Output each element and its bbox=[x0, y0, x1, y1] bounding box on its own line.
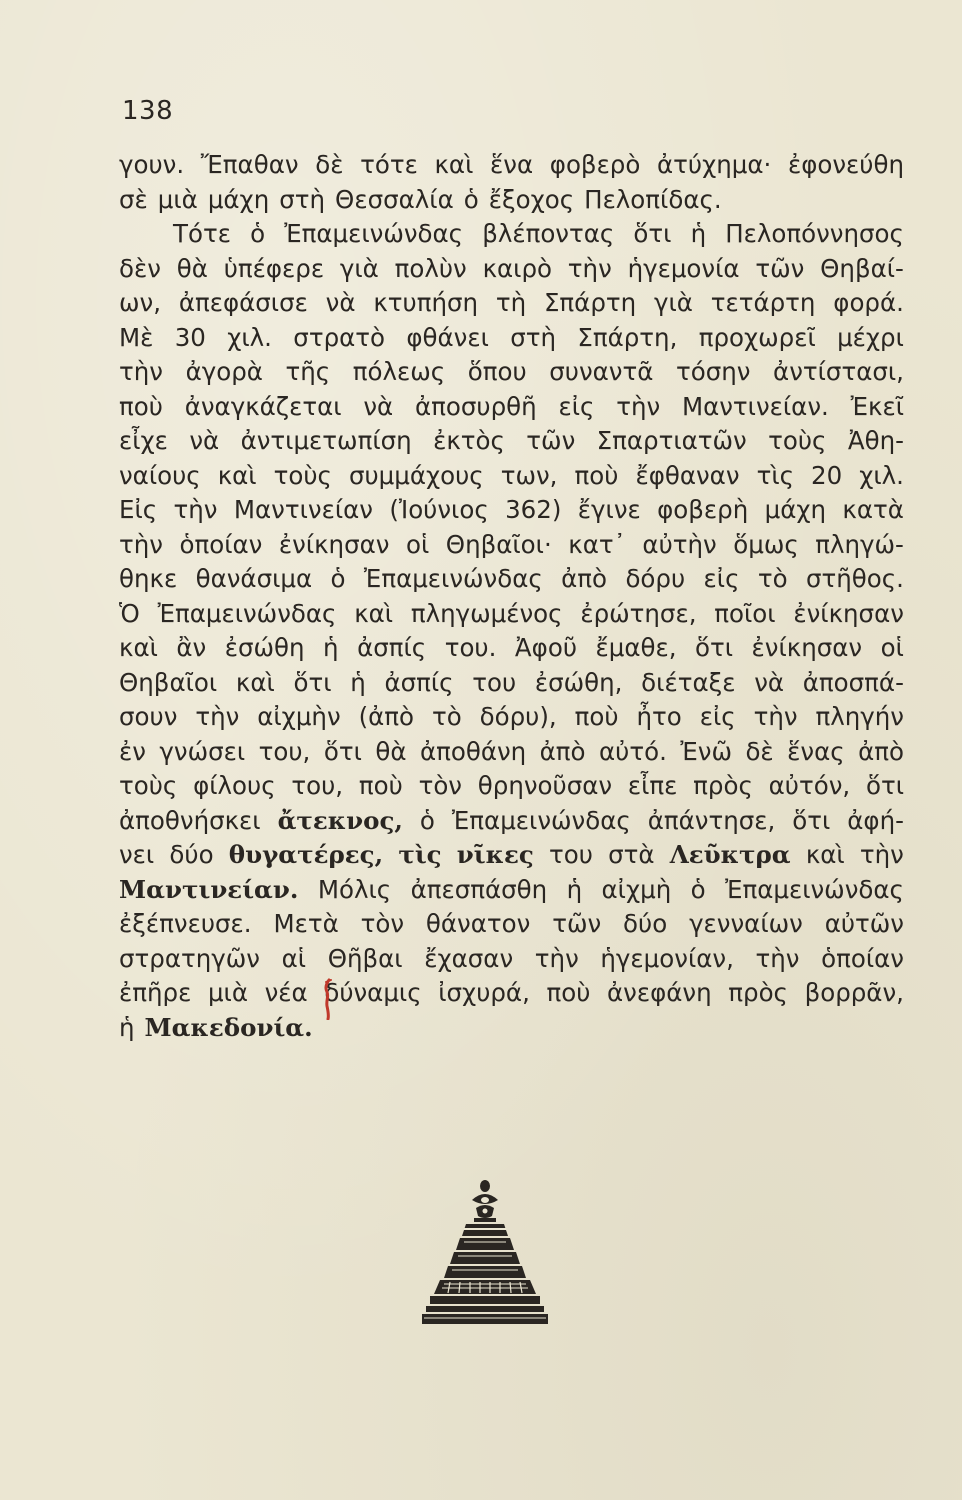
text-line bbox=[119, 944, 904, 979]
word: τὴν bbox=[755, 943, 800, 973]
text-line bbox=[119, 357, 904, 392]
word: στὴ bbox=[279, 184, 326, 214]
word: χιλ. bbox=[227, 322, 272, 352]
word: τοὺς bbox=[768, 426, 827, 455]
word: ἐπῆρε bbox=[119, 978, 192, 1007]
word: ἡ bbox=[350, 667, 366, 697]
word: ποὺ bbox=[574, 702, 619, 731]
word: τετάρτη bbox=[710, 288, 816, 317]
word: πληγωμένος bbox=[410, 598, 563, 628]
word: τὴν bbox=[753, 702, 798, 731]
word: φθάνει bbox=[406, 322, 489, 352]
word: των, bbox=[500, 460, 558, 490]
word: τὸ bbox=[757, 564, 788, 593]
word: δὲ bbox=[745, 736, 774, 766]
word: νὰ bbox=[325, 288, 356, 317]
word: ἡ bbox=[323, 633, 339, 662]
word: Ἐπαμεινώνδας bbox=[363, 564, 543, 593]
word: ποὺ bbox=[358, 771, 403, 800]
word: θηκε bbox=[119, 564, 178, 593]
word: ἔγινε bbox=[577, 495, 641, 524]
text-line bbox=[119, 254, 904, 289]
word: ἀγορὰ bbox=[185, 357, 263, 386]
word: συναντᾶ bbox=[549, 357, 654, 386]
word: ὅτι bbox=[792, 805, 831, 835]
word: στρατὸ bbox=[293, 322, 386, 352]
word: τῆς bbox=[285, 357, 331, 386]
word: ἀποθάνη bbox=[419, 736, 527, 766]
word: εἶχε bbox=[119, 426, 168, 455]
word: αὐτό. bbox=[599, 736, 667, 766]
word: Μόλις bbox=[317, 874, 392, 904]
word: Πελοπίδας. bbox=[584, 184, 722, 214]
word: Θηβαῖοι· bbox=[445, 529, 552, 559]
word: ἔχασαν bbox=[424, 943, 514, 973]
word: νὰ bbox=[189, 426, 220, 455]
word: νέα bbox=[264, 978, 308, 1007]
word: τὴν bbox=[859, 840, 904, 869]
word: μάχη bbox=[764, 495, 827, 524]
word: τῶν bbox=[552, 909, 602, 938]
word: θὰ bbox=[375, 736, 407, 766]
word: μέχρι bbox=[837, 322, 904, 352]
word: ὅπου bbox=[467, 357, 527, 386]
word: ἀφή- bbox=[847, 805, 904, 835]
word: μιὰ bbox=[157, 184, 198, 214]
word: ἂν bbox=[176, 633, 207, 662]
text-line bbox=[119, 599, 904, 634]
word: γιὰ bbox=[653, 288, 693, 317]
text-line bbox=[119, 668, 904, 703]
word: ὑπέφερε bbox=[223, 253, 325, 283]
word: ὅτι bbox=[633, 219, 672, 248]
word: (Ἰούνιος bbox=[389, 495, 489, 524]
word: τὸ bbox=[431, 702, 462, 731]
word: Ἐπαμεινώνδας bbox=[451, 805, 631, 835]
word: γνώσει bbox=[159, 736, 246, 766]
word: οἱ bbox=[405, 529, 430, 559]
word: Τότε bbox=[173, 219, 231, 248]
word: Θεσσαλία bbox=[335, 184, 454, 214]
word: τὶς bbox=[756, 460, 794, 490]
word: στὴ bbox=[510, 322, 557, 352]
word: του bbox=[472, 667, 517, 697]
text-line bbox=[119, 426, 904, 461]
word: νει bbox=[119, 840, 155, 869]
word: δὲν bbox=[119, 253, 161, 283]
word: τὴν bbox=[173, 495, 218, 524]
word: ἀσπίς bbox=[384, 667, 454, 697]
text-line bbox=[119, 219, 904, 254]
word: εἰς bbox=[558, 391, 595, 421]
word: Σπάρτη, bbox=[577, 322, 678, 352]
word: ἀνεφάνη bbox=[607, 978, 712, 1007]
word: αἱ bbox=[281, 943, 307, 973]
word: θανάσιμα bbox=[195, 564, 313, 593]
text-line bbox=[119, 1013, 904, 1048]
text-line bbox=[119, 185, 904, 220]
word: Θηβαῖοι bbox=[119, 667, 218, 697]
word: δύο bbox=[169, 840, 214, 869]
word: Σπαρτιατῶν bbox=[596, 426, 747, 455]
word: οἱ bbox=[880, 633, 904, 662]
word: κατ᾽ bbox=[568, 529, 626, 559]
word: ἡ bbox=[566, 874, 583, 904]
text-line bbox=[119, 495, 904, 530]
word: Μαντινείαν bbox=[233, 495, 373, 524]
word: γιὰ bbox=[339, 253, 379, 283]
word: σουν bbox=[119, 702, 178, 731]
word: ὁ bbox=[419, 805, 435, 835]
word: γενναίων bbox=[689, 909, 803, 938]
text-line bbox=[119, 323, 904, 358]
word: τόσην bbox=[675, 357, 751, 386]
word: ων, bbox=[119, 288, 161, 317]
text-line bbox=[119, 737, 904, 772]
word: ὁποίαν bbox=[179, 529, 263, 559]
word: συμμάχους bbox=[348, 460, 484, 490]
bold-word: Μαντινείαν. bbox=[119, 874, 299, 904]
word: Πελοπόννησος bbox=[725, 219, 904, 248]
word: θάνατον bbox=[425, 909, 531, 938]
word: τοὺς bbox=[273, 460, 332, 490]
word: στρατηγῶν bbox=[119, 943, 260, 973]
word: 362) bbox=[505, 495, 562, 524]
word: ἡ bbox=[690, 219, 707, 248]
word: ὅτι bbox=[293, 667, 332, 697]
text-line bbox=[119, 806, 904, 841]
word: τῶν bbox=[526, 426, 576, 455]
word: στῆθος. bbox=[806, 564, 904, 593]
word: ἀσπίς bbox=[357, 633, 427, 662]
word: καὶ bbox=[354, 598, 394, 628]
word: πρὸς bbox=[728, 978, 788, 1007]
word: ναίους bbox=[119, 460, 201, 490]
word: Μετὰ bbox=[273, 909, 339, 938]
word: δὲ bbox=[315, 150, 344, 179]
word: ἦτο bbox=[636, 702, 682, 731]
word: Θηβαί- bbox=[820, 253, 904, 283]
word: του, bbox=[258, 736, 311, 766]
text-line bbox=[119, 875, 904, 910]
word: τὴ bbox=[495, 288, 527, 317]
text-line bbox=[119, 771, 904, 806]
word: ἐσώθη, bbox=[534, 667, 623, 697]
word: ἀποθνήσκει bbox=[119, 805, 261, 835]
word: ἀντίστασι, bbox=[773, 357, 904, 386]
word: μιὰ bbox=[207, 978, 248, 1007]
word: κατὰ bbox=[842, 495, 904, 524]
word: ἰσχυρά, bbox=[438, 978, 530, 1007]
word: Σπάρτη bbox=[543, 288, 637, 317]
word: ἀντιμετωπίση bbox=[240, 426, 412, 455]
word: Ἐπαμεινώνδας bbox=[725, 874, 904, 904]
word: τὴν bbox=[616, 391, 661, 421]
word: ὁ bbox=[250, 219, 266, 248]
word: ἐκτὸς bbox=[433, 426, 505, 455]
word: καὶ bbox=[119, 633, 158, 662]
word: ποὺ bbox=[574, 460, 619, 490]
word: δόρυ), bbox=[479, 702, 557, 731]
word: ἀπὸ bbox=[858, 736, 904, 766]
word: πρὸς bbox=[693, 771, 753, 800]
word: αὐτόν, bbox=[768, 771, 851, 800]
word: του, bbox=[291, 771, 344, 800]
word: εἰς bbox=[703, 564, 740, 593]
word: τὸν bbox=[418, 771, 462, 800]
word: καὶ bbox=[805, 840, 845, 869]
word: ἀπάντησε, bbox=[647, 805, 776, 835]
word: ἐφονεύθη bbox=[787, 150, 904, 179]
word: ἀπὸ bbox=[561, 564, 608, 593]
word: ποὺ bbox=[546, 978, 591, 1007]
word: ἐνίκησαν bbox=[278, 529, 390, 559]
word: φίλους bbox=[193, 771, 276, 800]
word: θρηνοῦσαν bbox=[477, 771, 613, 800]
word: προχωρεῖ bbox=[698, 322, 816, 352]
word: ἡγεμονίαν, bbox=[600, 943, 734, 973]
word: ὁ bbox=[463, 184, 479, 214]
word: φοβερὸ bbox=[549, 150, 641, 179]
bold-word: τὶς bbox=[398, 840, 442, 869]
text-line bbox=[119, 150, 904, 185]
word: Ὁ bbox=[119, 598, 140, 628]
word: Ἔπαθαν bbox=[200, 150, 299, 179]
word: ὅτι bbox=[323, 736, 362, 766]
word: στὰ bbox=[608, 840, 655, 869]
word: αἰχμὴν bbox=[257, 702, 341, 731]
word: δύο bbox=[623, 909, 668, 938]
word: τοὺς bbox=[119, 771, 178, 800]
word: ἐξέπνευσε. bbox=[119, 909, 252, 938]
text-line bbox=[119, 633, 904, 668]
text-line bbox=[119, 392, 904, 427]
word: ἔφθαναν bbox=[635, 460, 740, 490]
word: καὶ bbox=[217, 460, 257, 490]
word: διέταξε bbox=[641, 667, 736, 697]
word: Ἀθη- bbox=[847, 426, 904, 455]
word: Ἀφοῦ bbox=[514, 633, 577, 662]
word: αἰχμὴ bbox=[601, 874, 672, 904]
word: ὁ bbox=[330, 564, 346, 593]
word: εἶπε bbox=[627, 771, 678, 800]
word: ἀπεφάσισε bbox=[178, 288, 308, 317]
word: πληγώ- bbox=[815, 529, 904, 559]
bold-word: νῖκες bbox=[456, 840, 534, 869]
word: καιρὸ bbox=[482, 253, 552, 283]
word: σὲ bbox=[119, 184, 148, 214]
word: Ἐπαμεινώνδας bbox=[284, 219, 464, 248]
word: Εἰς bbox=[119, 495, 158, 524]
word: καὶ bbox=[235, 667, 275, 697]
text-line bbox=[119, 978, 904, 1013]
word: ἔξοχος bbox=[488, 184, 575, 214]
word: τὴν bbox=[119, 357, 163, 386]
word: ὅτι bbox=[695, 633, 734, 662]
word: φορά. bbox=[833, 288, 904, 317]
word: φοβερὴ bbox=[657, 495, 749, 524]
page-number: 138 bbox=[122, 96, 174, 126]
word: τὴν bbox=[534, 943, 579, 973]
word: νὰ bbox=[363, 391, 394, 421]
word: τὴν bbox=[119, 529, 163, 559]
word: ἐνίκησαν bbox=[793, 598, 904, 628]
word: εἰς bbox=[699, 702, 736, 731]
word: αὐτὴν bbox=[642, 529, 717, 559]
word: μάχη bbox=[207, 184, 270, 214]
word: βλέποντας bbox=[482, 219, 615, 248]
word: ἡ bbox=[119, 1012, 135, 1042]
word: ἀπεσπάσθη bbox=[410, 874, 548, 904]
word: κτυπήση bbox=[373, 288, 479, 317]
bold-word: θυγατέρες, bbox=[228, 840, 384, 869]
word: ἡγεμονία bbox=[627, 253, 740, 283]
text-line bbox=[119, 461, 904, 496]
text-line bbox=[119, 909, 904, 944]
word: βορρᾶν, bbox=[804, 978, 904, 1007]
word: ἀτύχημα· bbox=[657, 150, 772, 179]
text-line bbox=[119, 840, 904, 875]
word: ἐν bbox=[119, 736, 146, 766]
word: Ἐπαμεινώνδας bbox=[157, 598, 337, 628]
word: του. bbox=[444, 633, 497, 662]
word: τὴν bbox=[567, 253, 612, 283]
word: δόρυ bbox=[625, 564, 686, 593]
word: χιλ. bbox=[859, 460, 904, 490]
red-pen-mark bbox=[322, 978, 334, 1020]
word: ἀποσπά- bbox=[802, 667, 904, 697]
word: ὁποίαν bbox=[821, 943, 904, 973]
word: ἀπὸ bbox=[539, 736, 586, 766]
bold-word: Λεῦκτρα bbox=[669, 840, 791, 869]
text-line bbox=[119, 530, 904, 565]
text-line bbox=[119, 564, 904, 599]
word: (ἀπὸ bbox=[358, 702, 415, 731]
word: ποὺ bbox=[119, 391, 163, 421]
word: ὅμως bbox=[733, 529, 799, 559]
word: 30 bbox=[174, 322, 206, 352]
word: γουν. bbox=[119, 150, 185, 179]
word: ἐρώτησε, bbox=[580, 598, 697, 628]
word: Θῆβαι bbox=[327, 943, 403, 973]
word: ἕνα bbox=[490, 150, 534, 179]
word: ἀποσυρθῆ bbox=[415, 391, 537, 421]
word: ὁ bbox=[690, 874, 706, 904]
word: καὶ bbox=[434, 150, 474, 179]
text-line bbox=[119, 288, 904, 323]
word: Μὲ bbox=[119, 322, 154, 352]
word: πληγήν bbox=[815, 702, 904, 731]
word: ἐνίκησαν bbox=[751, 633, 863, 662]
word: ἀναγκάζεται bbox=[184, 391, 342, 421]
word: πόλεως bbox=[352, 357, 446, 386]
word: του bbox=[549, 840, 593, 869]
word: ὅτι bbox=[865, 771, 904, 800]
word: Ἐκεῖ bbox=[850, 391, 904, 421]
word: 20 bbox=[811, 460, 843, 490]
word: ποῖοι bbox=[714, 598, 776, 628]
text-line bbox=[119, 702, 904, 737]
word: νὰ bbox=[754, 667, 785, 697]
word: τὸν bbox=[360, 909, 405, 938]
bold-word: Μακεδονία. bbox=[144, 1012, 313, 1042]
word: ἔμαθε, bbox=[595, 633, 677, 662]
word: πολὺν bbox=[394, 253, 467, 283]
ornament-vignette bbox=[420, 1178, 550, 1330]
word: αὐτῶν bbox=[824, 909, 904, 938]
word: Μαντινείαν. bbox=[681, 391, 829, 421]
word: τότε bbox=[360, 150, 418, 179]
word: τῶν bbox=[755, 253, 805, 283]
word: θὰ bbox=[176, 253, 208, 283]
word: ἕνας bbox=[787, 736, 845, 766]
word: δύναμις bbox=[324, 978, 422, 1007]
word: Ἐνῶ bbox=[680, 736, 732, 766]
word: τὴν bbox=[195, 702, 240, 731]
word: ἐσώθη bbox=[224, 633, 305, 662]
body-text bbox=[119, 150, 904, 1047]
bold-word: ἄτεκνος, bbox=[277, 805, 403, 835]
